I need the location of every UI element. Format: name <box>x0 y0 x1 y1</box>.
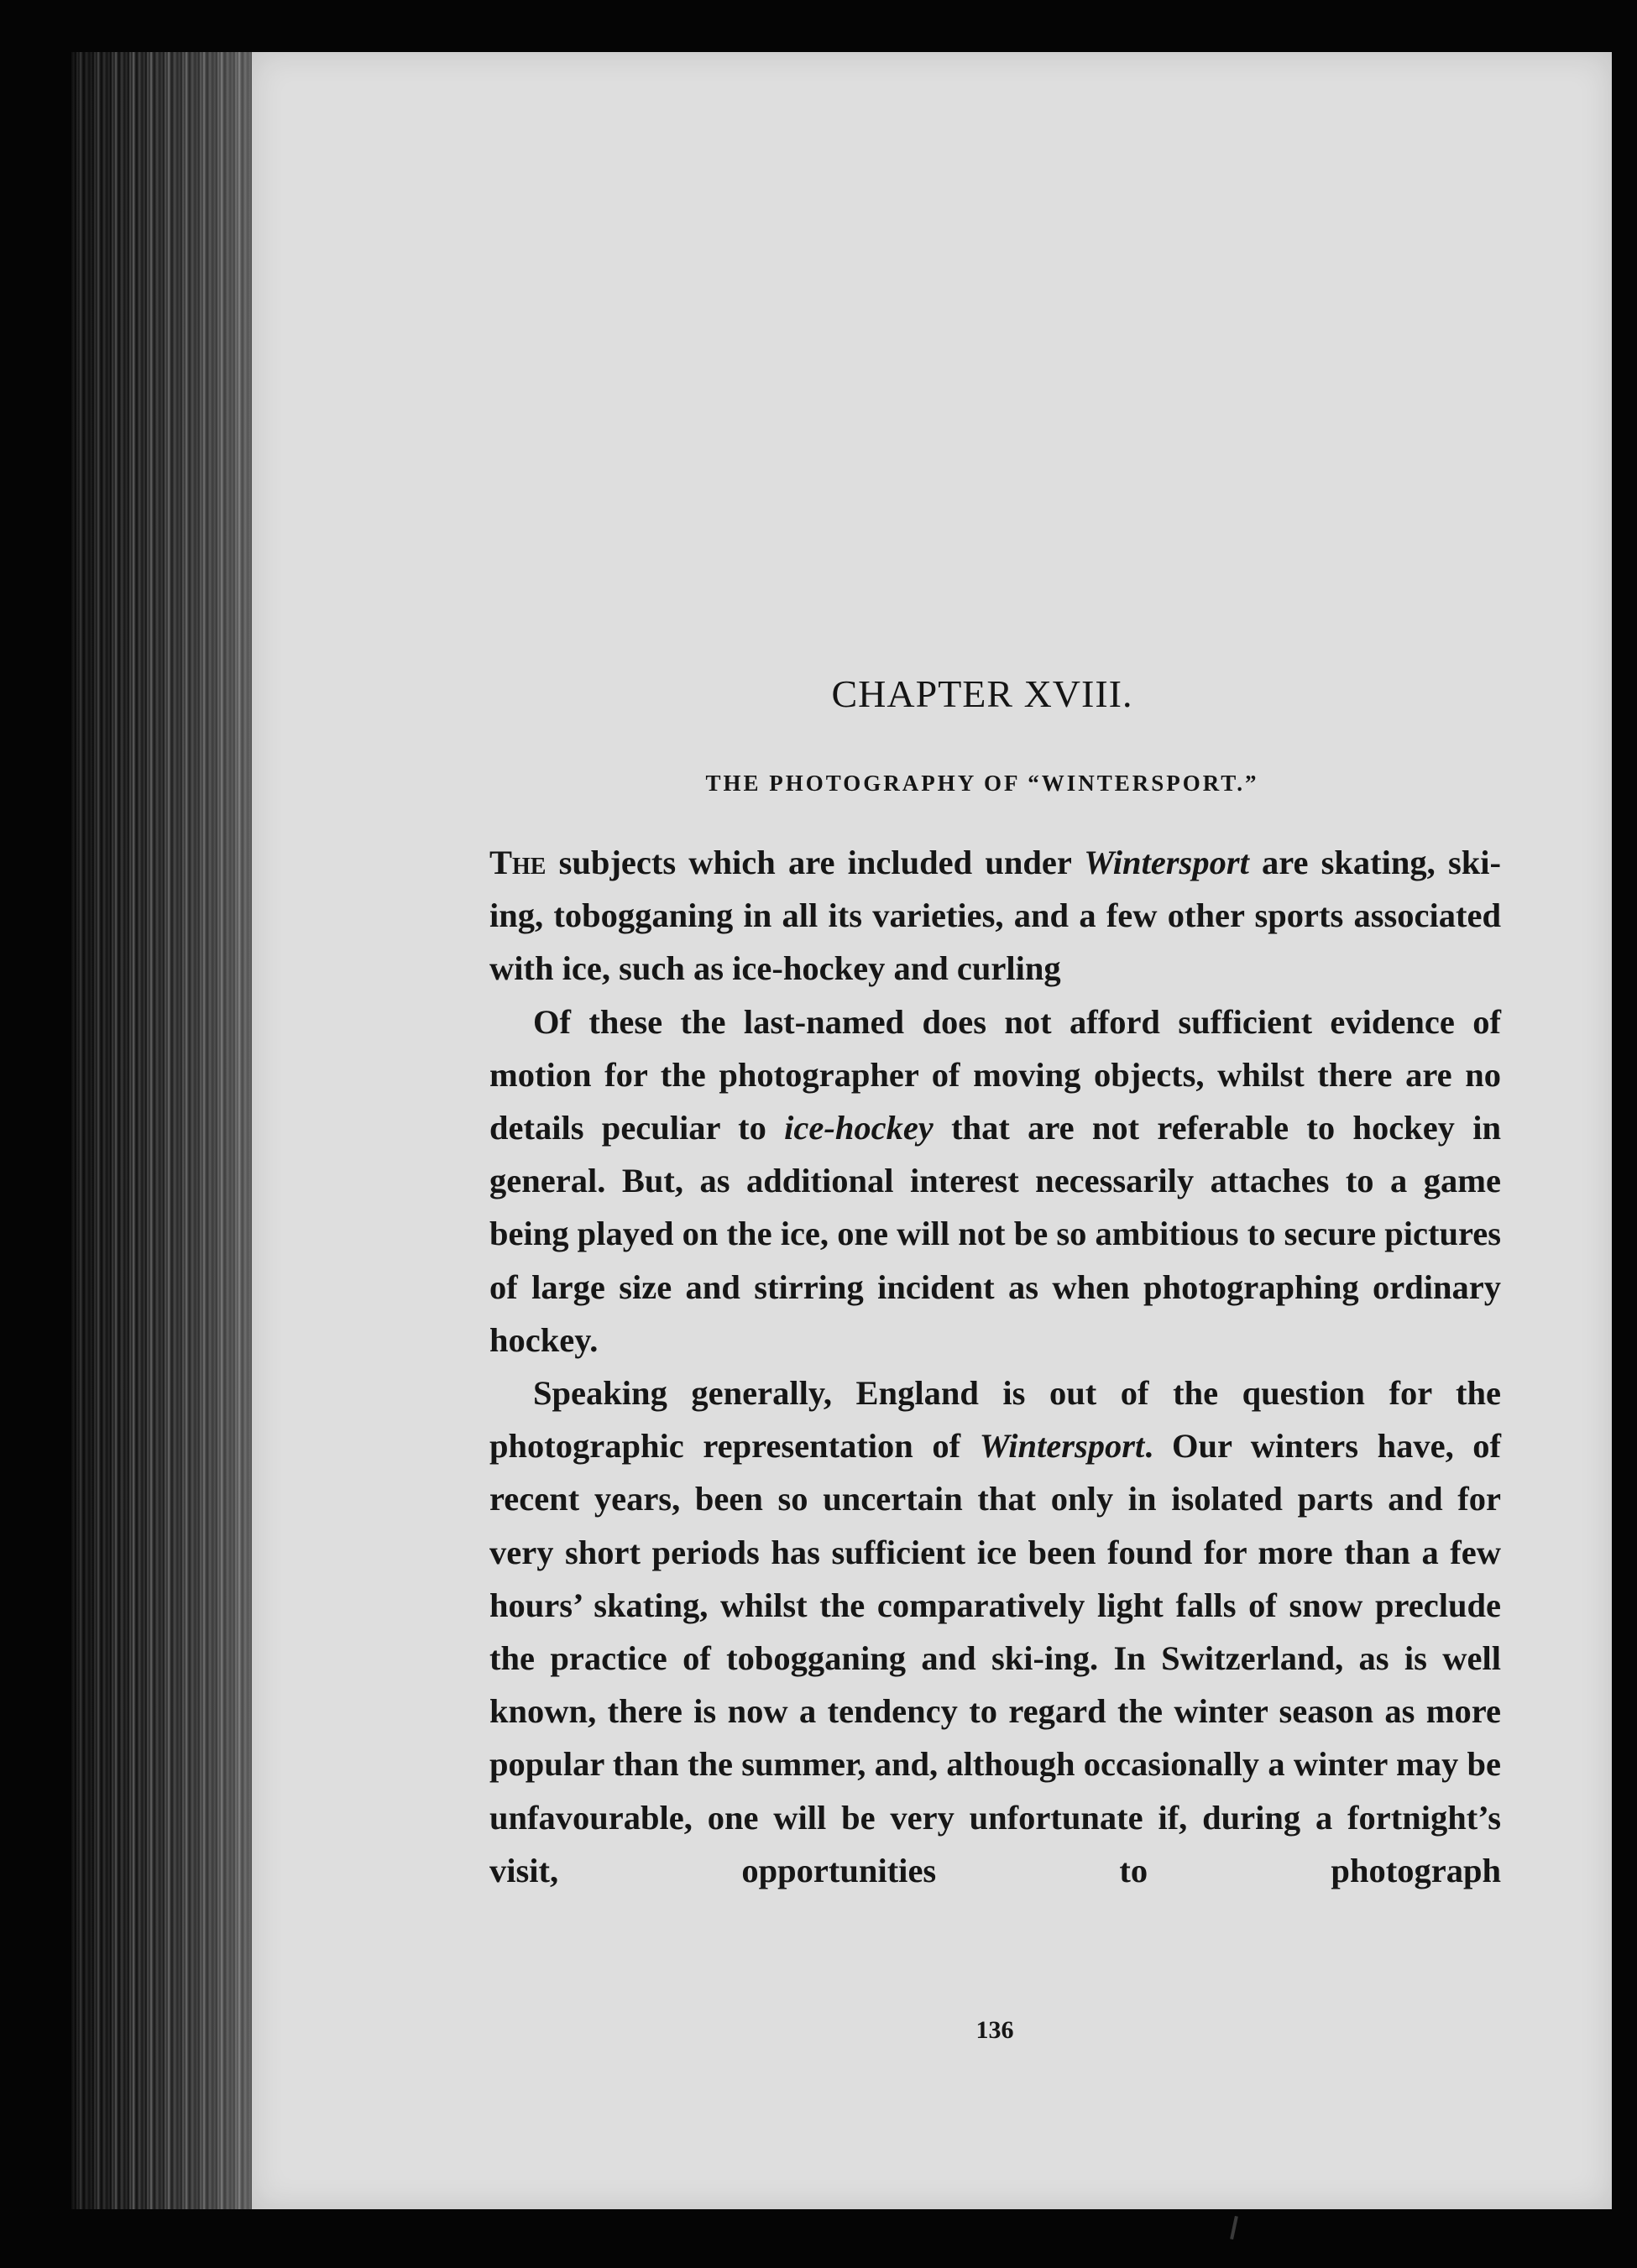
paragraph-1-text-a: subjects which are included under <box>546 844 1085 881</box>
paragraph-2-text-b: that are not referable to hockey in general. But, as additional interest necessarily attaches to a game being played on the ice, one will not be so ambitious to secure pictures of large size and stirring incident as when photographing ordinary hockey. <box>489 1109 1501 1359</box>
scan-speck <box>1230 2216 1238 2239</box>
paragraph-2-text-a: Of these the last-named does not afford sufficient evidence of motion for the photographer of moving objects, whilst there are no details peculiar to <box>489 1002 1501 1147</box>
paragraph-1-lead-word: The <box>489 844 547 881</box>
book-edge-shading <box>71 52 252 2209</box>
paragraph-3-italic-term: Wintersport <box>979 1427 1145 1466</box>
body-text <box>489 836 1501 1897</box>
paragraph-2 <box>489 996 1501 1367</box>
paragraph-2-italic-term: ice-hockey <box>784 1109 934 1147</box>
chapter-subtitle: THE PHOTOGRAPHY OF “WINTERSPORT.” <box>705 771 1259 796</box>
paragraph-3-text-a: Speaking generally, England is out of the question for the photographic representation of <box>489 1374 1501 1466</box>
paragraph-3 <box>489 1367 1501 1897</box>
paragraph-1 <box>489 836 1501 996</box>
page-number: 136 <box>975 2016 1014 2044</box>
paragraph-1-italic-term: Wintersport <box>1084 844 1249 881</box>
paragraph-1-text-b: are skating, ski-ing, tobogganing in all its varieties, and a few other sports associated with ice, such as ice-hockey and curling <box>489 844 1501 988</box>
paragraph-3-text-b: . Our winters have, of recent years, been so uncertain that only in isolated parts and for very short periods has sufficient ice been found for more than a few hours’ skating, whilst the comparatively light falls of snow preclude the practice of tobogganing and ski-ing. In Switzerland, as is well known, there is now a tendency to regard the winter season as more popular than the summer, and, although occasionally a winter may be unfavourable, one will be very unfortunate if, during a fortnight’s visit, opportunities to photograph <box>489 1427 1502 1889</box>
chapter-heading: CHAPTER XVIII. <box>831 672 1133 715</box>
